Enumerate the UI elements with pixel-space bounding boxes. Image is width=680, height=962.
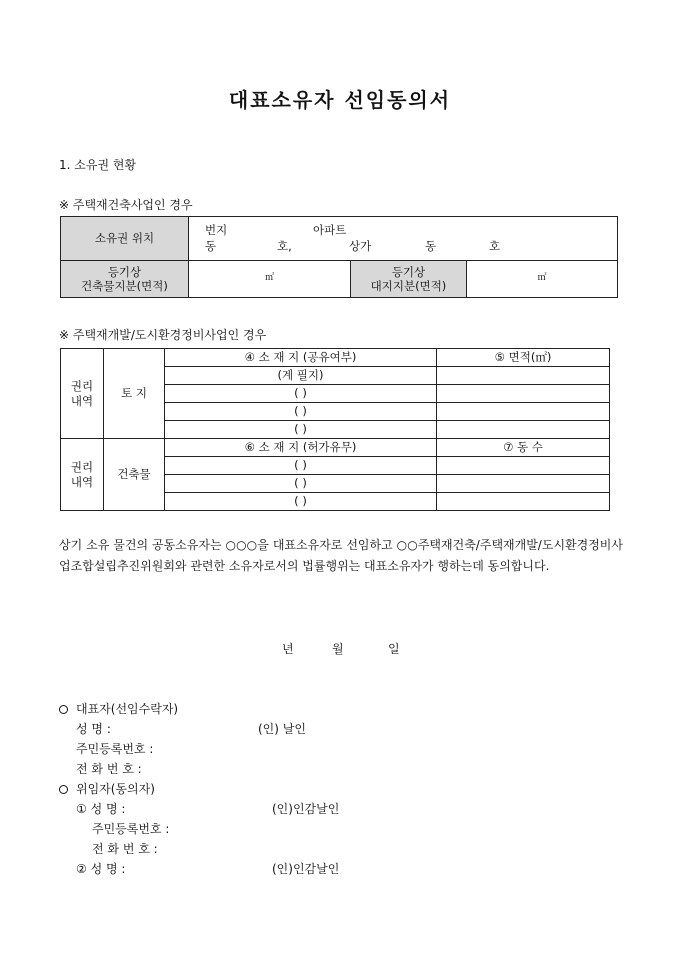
area-cell (437, 403, 610, 421)
section-heading: 1. 소유권 현황 (59, 158, 137, 172)
land-share-unit: ㎡ (467, 261, 618, 298)
area-cell (437, 367, 610, 385)
ownership-table (60, 216, 618, 298)
building-row: ( ) (165, 493, 437, 511)
area-cell (437, 421, 610, 439)
shop-ho-label: 호 (489, 238, 501, 253)
area-header: ⑤ 면적(㎡) (437, 349, 610, 367)
building-rights-label: 권리 내역 (61, 439, 104, 511)
land-rights-label: 권리 내역 (61, 349, 104, 439)
building-row: ( ) (165, 457, 437, 475)
delegator2-seal-label: (인)인감날인 (272, 862, 340, 876)
land-row: ( ) (165, 403, 437, 421)
representative-header: 대표자(선임수락자) (59, 700, 178, 717)
rights-table (60, 348, 610, 511)
delegator1-phone-label: 전 화 번 호 : (92, 842, 158, 856)
consent-paragraph: 상기 소유 물건의 공동소유자는 ○○○을 대표소유자로 선임하고 ○○주택재건축/주택재개발/도시환경정비사업조합설립추진위원회와 관련한 소유자로서의 법률행위는 대표소유자가 행하는데 동의합니다. (59, 538, 623, 573)
area-cell (437, 385, 610, 403)
circle-bullet-icon (59, 785, 68, 794)
rep-phone-label: 전 화 번 호 : (76, 762, 142, 776)
land-label: 토 지 (104, 349, 165, 439)
land-share-label: 등기상 대지지분(면적) (351, 261, 467, 298)
shop-dong-label: 동 (425, 238, 437, 253)
note-reconstruction: ※ 주택재건축사업인 경우 (59, 198, 193, 212)
count-cell (437, 457, 610, 475)
note-redevelopment: ※ 주택재개발/도시환경정비사업인 경우 (59, 328, 267, 342)
land-row: ( ) (165, 421, 437, 439)
building-share-label: 등기상 건축물지분(면적) (61, 261, 189, 298)
delegator1-seal-label: (인)인감날인 (272, 802, 340, 816)
month-label: 월 (332, 642, 344, 656)
building-share-unit: ㎡ (189, 261, 351, 298)
delegator1-name-label: ① 성 명 : (76, 802, 126, 816)
rep-id-label: 주민등록번호 : (76, 742, 154, 756)
delegator-header: 위임자(동의자) (59, 780, 155, 797)
rep-seal-label: (인) 날인 (258, 722, 306, 736)
dong-label: 동 (205, 238, 217, 253)
ho-label: 호, (277, 238, 292, 253)
day-label: 일 (388, 642, 400, 656)
location-label: 소유권 위치 (61, 217, 189, 261)
apartment-label: 아파트 (313, 222, 347, 237)
location-cell (189, 217, 618, 261)
count-cell (437, 475, 610, 493)
building-label: 건축물 (104, 439, 165, 511)
count-cell (437, 493, 610, 511)
rep-name-label: 성 명 : (76, 722, 111, 736)
shop-label: 상가 (349, 238, 372, 253)
page-title: 대표소유자 선임동의서 (228, 88, 452, 112)
delegator2-name-label: ② 성 명 : (76, 862, 126, 876)
building-location-header: ⑥ 소 재 지 (허가유무) (165, 439, 437, 457)
year-label: 년 (282, 642, 294, 656)
building-row: ( ) (165, 475, 437, 493)
lot-number-label: 번지 (205, 222, 228, 237)
land-location-header: ④ 소 재 지 (공유여부) (165, 349, 437, 367)
land-row: ( ) (165, 385, 437, 403)
count-header: ⑦ 동 수 (437, 439, 610, 457)
delegator1-id-label: 주민등록번호 : (92, 822, 170, 836)
land-row: (계 필지) (165, 367, 437, 385)
circle-bullet-icon (59, 705, 68, 714)
